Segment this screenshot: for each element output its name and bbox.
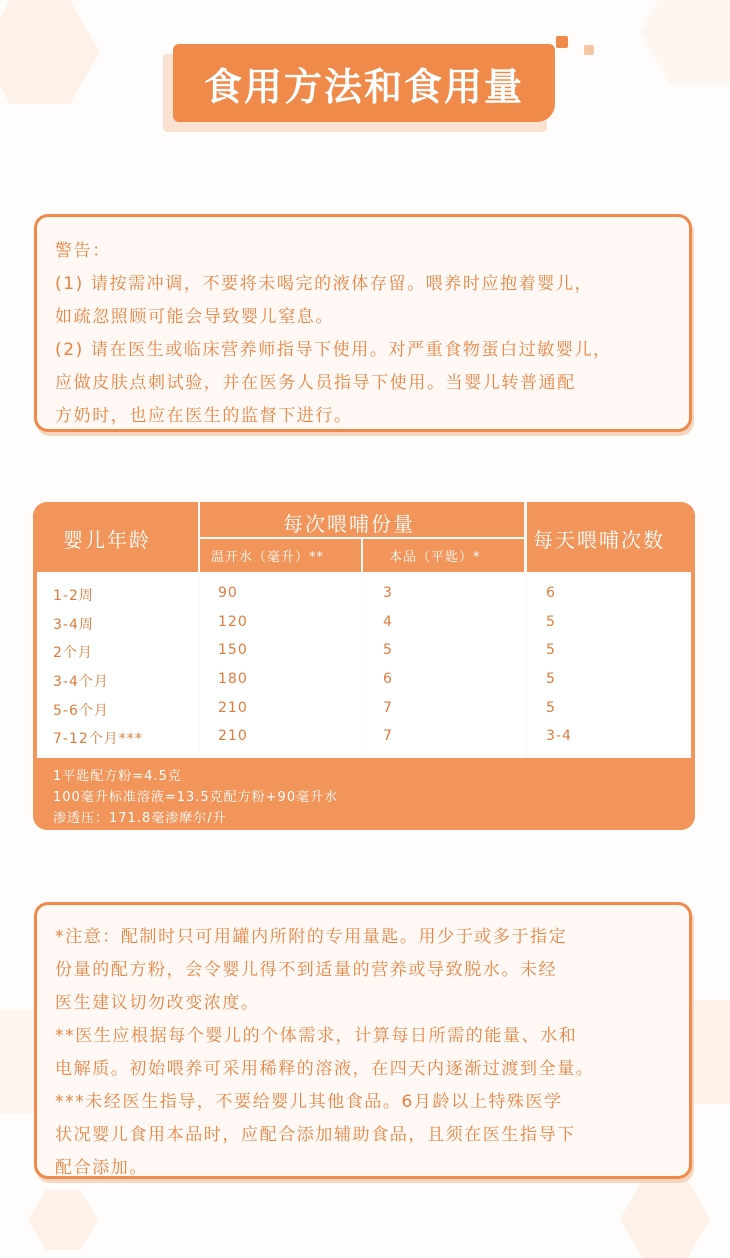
cell-product: 7 <box>383 728 393 744</box>
title-banner <box>163 44 555 132</box>
table-footnote: 1平匙配方粉=4.5克 <box>53 769 182 784</box>
table-footnote: 渗透压：171.8毫渗摩尔/升 <box>53 811 227 826</box>
title-banner-box <box>173 44 555 122</box>
table-divider <box>198 537 526 539</box>
feeding-table <box>33 502 695 830</box>
cell-age: 5-6个月 <box>53 703 109 719</box>
cell-times: 5 <box>546 614 556 630</box>
decor-hexagon <box>640 0 730 84</box>
cell-age: 3-4个月 <box>53 674 109 690</box>
warning-line: (1) 请按需冲调，不要将未喝完的液体存留。喂养时应抱着婴儿， <box>55 274 594 294</box>
cell-times: 6 <box>546 585 556 601</box>
header-product: 本品（平匙）* <box>389 550 481 565</box>
cell-water: 180 <box>218 671 248 687</box>
note-line: ***未经医生指导，不要给婴儿其他食品。6月龄以上特殊医学 <box>55 1092 563 1112</box>
warning-heading: 警告： <box>55 241 111 261</box>
cell-product: 3 <box>383 585 393 601</box>
cell-water: 90 <box>218 585 238 601</box>
cell-product: 7 <box>383 700 393 716</box>
note-line: 状况婴儿食用本品时，应配合添加辅助食品，且须在医生指导下 <box>55 1125 576 1145</box>
header-portion: 每次喂哺份量 <box>283 512 415 536</box>
cell-product: 5 <box>383 642 393 658</box>
note-line: *注意：配制时只可用罐内所附的专用量匙。用少于或多于指定 <box>55 927 568 947</box>
cell-times: 5 <box>546 671 556 687</box>
page-title: 食用方法和食用量 <box>203 64 524 109</box>
decor-square <box>584 45 594 55</box>
notes-card <box>34 902 692 1179</box>
cell-age: 1-2周 <box>53 588 94 604</box>
cell-times: 3-4 <box>546 728 572 744</box>
note-line: 医生建议切勿改变浓度。 <box>55 993 260 1013</box>
header-water: 温开水（毫升）** <box>211 550 325 565</box>
warning-line: (2) 请在医生或临床营养师指导下使用。对严重食物蛋白过敏婴儿， <box>55 340 612 360</box>
decor-square <box>556 36 568 48</box>
note-line: 配合添加。 <box>55 1158 148 1178</box>
cell-age: 3-4周 <box>53 617 94 633</box>
decor-hexagon <box>28 1190 98 1250</box>
cell-water: 120 <box>218 614 248 630</box>
warning-line: 如疏忽照顾可能会导致婴儿窒息。 <box>55 307 334 327</box>
cell-age: 7-12个月*** <box>53 731 143 747</box>
header-times: 每天喂哺次数 <box>533 528 665 552</box>
warning-card <box>34 214 692 432</box>
table-footnote: 100毫升标准溶液=13.5克配方粉+90毫升水 <box>53 790 339 805</box>
cell-water: 150 <box>218 642 248 658</box>
warning-line: 方奶时，也应在医生的监督下进行。 <box>55 406 353 426</box>
header-age: 婴儿年龄 <box>63 528 151 552</box>
cell-product: 6 <box>383 671 393 687</box>
cell-times: 5 <box>546 700 556 716</box>
decor-hexagon <box>620 1180 710 1258</box>
cell-product: 4 <box>383 614 393 630</box>
note-line: 份量的配方粉，会令婴儿得不到适量的营养或导致脱水。未经 <box>55 960 558 980</box>
cell-age: 2个月 <box>53 645 93 661</box>
decor-hexagon <box>0 0 100 104</box>
cell-water: 210 <box>218 700 248 716</box>
warning-line: 应做皮肤点刺试验，并在医务人员指导下使用。当婴儿转普通配 <box>55 373 576 393</box>
cell-water: 210 <box>218 728 248 744</box>
note-line: 电解质。初始喂养可采用稀释的溶液，在四天内逐渐过渡到全量。 <box>55 1059 595 1079</box>
cell-times: 5 <box>546 642 556 658</box>
note-line: **医生应根据每个婴儿的个体需求，计算每日所需的能量、水和 <box>55 1026 578 1046</box>
